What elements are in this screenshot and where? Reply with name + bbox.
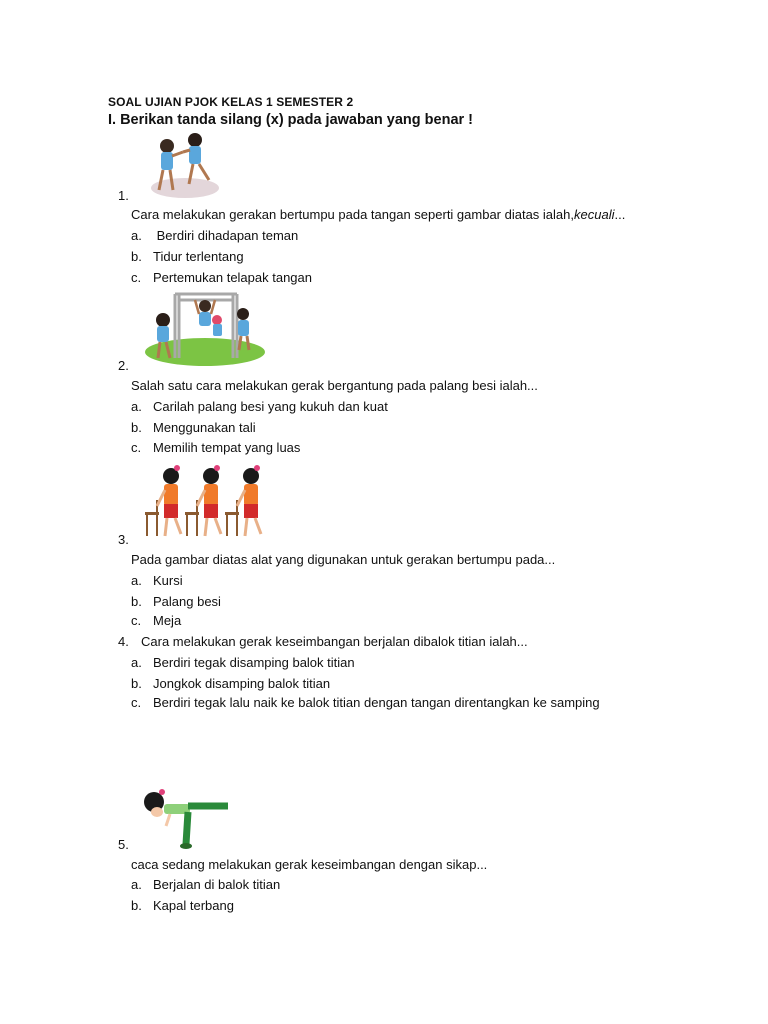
option-item[interactable]: b. Palang besi [131,594,221,609]
girls-chairs-illustration [143,460,267,544]
question-text: caca sedang melakukan gerak keseimbangan dengan sikap... [131,857,488,872]
option-item[interactable]: b. Tidur terlentang [131,249,244,264]
kids-pushing-illustration [143,130,223,202]
option-item[interactable]: c. Memilih tempat yang luas [131,440,301,455]
question-number: 2. [118,358,129,373]
monkey-bars-illustration [143,288,267,368]
option-item[interactable]: a. Berdiri dihadapan teman [131,228,299,243]
option-item[interactable]: c. Pertemukan telapak tangan [131,270,312,285]
question-text: Pada gambar diatas alat yang digunakan untuk gerakan bertumpu pada... [131,552,556,567]
question-number: 4. [118,634,129,649]
airplane-pose-illustration [140,784,234,850]
option-item[interactable]: b. Menggunakan tali [131,420,256,435]
question-text: Cara melakukan gerak keseimbangan berjalan dibalok titian ialah... [141,634,528,649]
page-title: SOAL UJIAN PJOK KELAS 1 SEMESTER 2 [108,95,354,109]
option-item[interactable]: a. Carilah palang besi yang kukuh dan kuat [131,399,388,414]
option-item[interactable]: b. Jongkok disamping balok titian [131,676,331,691]
question-number: 5. [118,837,129,852]
option-item[interactable]: a. Berdiri tegak disamping balok titian [131,655,355,670]
question-text: Salah satu cara melakukan gerak bergantung pada palang besi ialah... [131,378,538,393]
question-number: 1. [118,188,129,203]
question-text: Cara melakukan gerakan bertumpu pada tangan seperti gambar diatas ialah,kecuali... [131,207,626,222]
instruction: I. Berikan tanda silang (x) pada jawaban yang benar ! [108,112,474,128]
option-item[interactable]: c. Meja [131,613,182,628]
option-item[interactable]: c. Berdiri tegak lalu naik ke balok titian dengan tangan direntangkan ke samping [131,695,600,710]
option-item[interactable]: a. Berjalan di balok titian [131,877,281,892]
question-number: 3. [118,532,129,547]
option-item[interactable]: a. Kursi [131,573,183,588]
option-item[interactable]: b. Kapal terbang [131,898,234,913]
